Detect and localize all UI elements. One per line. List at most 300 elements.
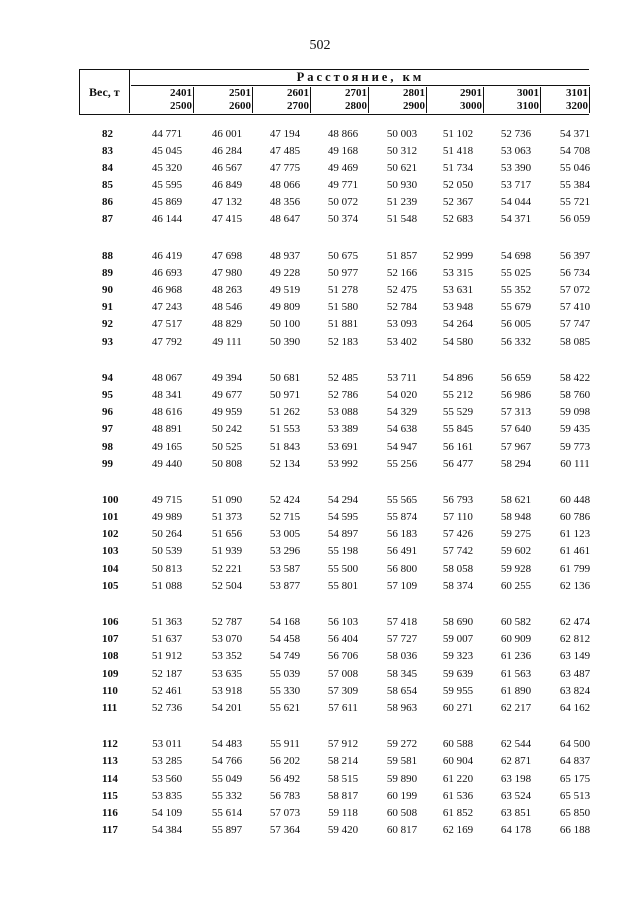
rate-cell: 60 271 [442,701,474,714]
rate-cell: 53 389 [327,423,359,436]
rate-cell: 55 565 [386,494,418,507]
rate-cell: 49 469 [327,162,359,175]
weight-cell: 104 [102,562,119,575]
rate-cell: 63 487 [559,667,591,680]
rate-cell: 54 384 [151,823,183,836]
weight-cell: 115 [102,789,118,802]
range-from: 2401 [170,87,192,99]
rate-cell: 56 183 [386,528,418,541]
rate-cell: 56 706 [327,650,359,663]
rate-cell: 51 734 [442,162,474,175]
rate-cell: 45 869 [151,196,183,209]
rate-cell: 47 243 [151,301,183,314]
rate-cell: 47 980 [211,267,243,280]
rate-cell: 52 504 [211,579,243,592]
rate-cell: 50 539 [151,545,183,558]
rate-cell: 52 050 [442,179,474,192]
rate-cell: 55 330 [269,684,301,697]
rate-cell: 50 100 [269,318,301,331]
rate-cell: 57 912 [327,738,359,751]
range-to: 2900 [403,100,425,112]
table-row [80,162,590,179]
table-row [80,145,590,162]
rate-cell: 57 072 [559,284,591,297]
table-row [80,511,590,528]
rate-cell: 49 959 [211,406,243,419]
rate-cell: 65 850 [559,806,591,819]
rate-cell: 55 721 [559,196,591,209]
rate-cell: 46 849 [211,179,243,192]
rate-cell: 59 118 [328,806,358,819]
table-row [80,702,590,719]
rate-cell: 57 313 [500,406,532,419]
distance-range-cell [427,87,484,113]
table-row [80,494,590,511]
rate-cell: 48 891 [151,423,183,436]
rate-cell: 60 255 [500,579,532,592]
rate-cell: 54 168 [269,616,301,629]
rate-cell: 52 367 [442,196,474,209]
rate-cell: 47 485 [269,145,301,158]
rate-cell: 53 390 [500,162,532,175]
rate-cell: 58 422 [559,372,591,385]
rate-cell: 55 256 [386,457,418,470]
weight-header-cell [79,69,130,113]
rate-cell: 54 897 [327,528,359,541]
weight-cell: 87 [102,213,113,226]
rate-cell: 56 005 [500,318,532,331]
rate-cell: 62 217 [500,701,532,714]
rate-cell: 49 809 [269,301,301,314]
rate-cell: 51 262 [269,406,301,419]
rate-cell: 51 418 [442,145,474,158]
rate-cell: 47 775 [269,162,301,175]
table-row [80,633,590,650]
rate-cell: 50 808 [211,457,243,470]
rate-cell: 61 220 [442,772,474,785]
rate-cell: 53 992 [327,457,359,470]
weight-cell: 84 [102,162,113,175]
rate-cell: 55 614 [211,806,243,819]
rate-cell: 59 272 [386,738,418,751]
rate-cell: 63 198 [500,772,532,785]
weight-cell: 83 [102,145,113,158]
rate-cell: 60 111 [560,457,590,470]
weight-cell: 100 [102,494,119,507]
rate-cell: 60 588 [442,738,474,751]
range-to: 2600 [229,100,251,112]
rate-cell: 55 500 [327,562,359,575]
rate-cell: 54 698 [500,250,532,263]
distance-range-cell [311,87,369,113]
rate-cell: 48 341 [151,389,183,402]
rate-cell: 53 063 [500,145,532,158]
rate-cell: 51 278 [327,284,359,297]
rate-cell: 56 659 [500,372,532,385]
rate-cell: 57 309 [327,684,359,697]
rate-cell: 47 415 [211,213,243,226]
table-row [80,685,590,702]
rate-cell: 65 175 [559,772,591,785]
page-number: 502 [309,38,331,53]
rate-cell: 47 132 [211,196,243,209]
rate-cell: 60 508 [386,806,418,819]
rate-cell: 50 977 [327,267,359,280]
table-row [80,790,590,807]
rate-cell: 57 110 [443,511,473,524]
rate-cell: 46 284 [211,145,243,158]
range-from: 3001 [517,87,539,99]
table-row [80,284,590,301]
rate-cell: 59 581 [386,755,418,768]
rate-cell: 58 515 [327,772,359,785]
distance-range-cell [253,87,311,113]
rate-cell: 59 098 [559,406,591,419]
weight-cell: 96 [102,406,113,419]
table-row [80,616,590,633]
table-row [80,336,590,353]
rate-cell: 60 817 [386,823,418,836]
rate-cell: 58 654 [386,684,418,697]
rate-cell: 54 371 [500,213,532,226]
range-to: 2500 [170,100,192,112]
rate-cell: 56 783 [269,789,301,802]
rate-cell: 58 760 [559,389,591,402]
table-row [80,250,590,267]
rate-cell: 50 242 [211,423,243,436]
weight-cell: 82 [102,128,113,140]
rate-cell: 54 638 [386,423,418,436]
rate-cell: 46 001 [211,128,243,140]
rate-cell: 55 332 [211,789,243,802]
rate-cell: 61 852 [442,806,474,819]
rate-cell: 50 813 [151,562,183,575]
rate-cell: 49 715 [151,494,183,507]
rate-cell: 56 103 [327,616,359,629]
rate-cell: 45 045 [151,145,183,158]
weight-cell: 91 [102,301,113,314]
range-from: 2701 [345,87,367,99]
rate-cell: 55 529 [442,406,474,419]
rate-cell: 61 890 [500,684,532,697]
rate-cell: 51 939 [211,545,243,558]
rate-cell: 52 475 [386,284,418,297]
rate-cell: 46 567 [211,162,243,175]
rate-cell: 62 169 [442,823,474,836]
weight-cell: 103 [102,545,119,558]
rate-cell: 56 202 [269,755,301,768]
rate-cell: 56 491 [386,545,418,558]
rate-cell: 53 835 [151,789,183,802]
table-row [80,441,590,458]
rate-cell: 61 563 [500,667,532,680]
rate-cell: 53 587 [269,562,301,575]
table-header [79,69,590,114]
weight-cell: 112 [102,738,118,751]
rate-cell: 59 773 [559,440,591,453]
weight-cell: 92 [102,318,113,331]
rate-cell: 54 329 [386,406,418,419]
weight-cell: 111 [102,701,118,714]
table-row [80,267,590,284]
rate-cell: 64 500 [559,738,591,751]
range-to: 3200 [566,100,588,112]
weight-cell: 108 [102,650,119,663]
rate-cell: 50 374 [327,213,359,226]
rate-cell: 53 011 [152,738,182,751]
rate-cell: 52 134 [269,457,301,470]
rate-cell: 58 345 [386,667,418,680]
rate-cell: 49 165 [151,440,183,453]
table-row [80,318,590,335]
rate-cell: 62 544 [500,738,532,751]
rate-cell: 54 458 [269,633,301,646]
weight-cell: 117 [102,823,118,836]
rate-cell: 45 320 [151,162,183,175]
rate-cell: 56 059 [559,213,591,226]
rate-cell: 54 595 [327,511,359,524]
rate-cell: 51 102 [442,128,474,140]
rate-cell: 48 866 [327,128,359,140]
rate-cell: 58 058 [442,562,474,575]
rate-cell: 56 477 [442,457,474,470]
weight-cell: 95 [102,389,113,402]
rate-cell: 52 736 [500,128,532,140]
rate-cell: 58 214 [327,755,359,768]
rate-cell: 58 085 [559,335,591,348]
rate-cell: 57 967 [500,440,532,453]
rate-cell: 55 039 [269,667,301,680]
rate-cell: 56 734 [559,267,591,280]
weight-cell: 98 [102,440,113,453]
weight-cell: 86 [102,196,113,209]
rate-cell: 48 937 [269,250,301,263]
rate-cell: 51 580 [327,301,359,314]
table-row [80,196,590,213]
rate-cell: 53 691 [327,440,359,453]
table-row [80,755,590,772]
rate-cell: 55 845 [442,423,474,436]
range-from: 2801 [403,87,425,99]
rate-cell: 55 025 [500,267,532,280]
rate-cell: 48 263 [211,284,243,297]
rate-cell: 54 947 [386,440,418,453]
rate-cell: 54 580 [442,335,474,348]
rate-cell: 59 890 [386,772,418,785]
rate-cell: 51 637 [151,633,183,646]
rate-cell: 47 792 [151,335,183,348]
rate-cell: 47 194 [269,128,301,140]
rate-cell: 48 647 [269,213,301,226]
table-row [80,580,590,597]
rate-cell: 55 897 [211,823,243,836]
rate-cell: 60 909 [500,633,532,646]
rate-cell: 55 621 [269,701,301,714]
rate-cell: 57 008 [327,667,359,680]
rate-cell: 46 968 [151,284,183,297]
rate-cell: 45 595 [151,179,183,192]
rate-cell: 50 003 [386,128,418,140]
rate-cell: 54 371 [559,128,591,140]
rate-cell: 55 384 [559,179,591,192]
rate-cell: 51 239 [386,196,418,209]
rate-cell: 59 007 [442,633,474,646]
rate-cell: 55 801 [327,579,359,592]
rate-cell: 57 727 [386,633,418,646]
rate-cell: 51 843 [269,440,301,453]
rate-cell: 57 611 [328,701,358,714]
weight-cell: 105 [102,579,119,592]
rate-cell: 60 786 [559,511,591,524]
table-row [80,650,590,667]
table-row [80,824,590,841]
rate-cell: 49 989 [151,511,183,524]
freight-rate-table [80,128,590,841]
rate-cell: 59 420 [327,823,359,836]
rate-cell: 57 640 [500,423,532,436]
weight-cell: 90 [102,284,113,297]
table-row [80,545,590,562]
rate-cell: 49 168 [327,145,359,158]
rate-cell: 46 419 [151,250,183,263]
rate-cell: 53 005 [269,528,301,541]
rate-cell: 50 681 [269,372,301,385]
rate-cell: 48 356 [269,196,301,209]
rate-cell: 57 410 [559,301,591,314]
rate-cell: 65 513 [559,789,591,802]
weight-cell: 85 [102,179,113,192]
rate-cell: 47 517 [151,318,183,331]
rate-cell: 57 109 [386,579,418,592]
rate-cell: 57 364 [269,823,301,836]
rate-cell: 54 749 [269,650,301,663]
rate-cell: 48 829 [211,318,243,331]
range-from: 2601 [287,87,309,99]
distance-range-cell [541,87,590,113]
rate-cell: 59 323 [442,650,474,663]
rate-cell: 52 786 [327,389,359,402]
rate-cell: 54 020 [386,389,418,402]
rate-cell: 64 162 [559,701,591,714]
rate-cell: 61 236 [500,650,532,663]
weight-cell: 89 [102,267,113,280]
rate-cell: 52 784 [386,301,418,314]
rate-cell: 52 787 [211,616,243,629]
rate-cell: 53 315 [442,267,474,280]
range-from: 2501 [229,87,251,99]
rate-cell: 61 123 [559,528,591,541]
rate-cell: 57 418 [386,616,418,629]
rate-cell: 53 352 [211,650,243,663]
rate-cell: 63 524 [500,789,532,802]
rate-cell: 49 228 [269,267,301,280]
rate-cell: 54 264 [442,318,474,331]
rate-cell: 53 070 [211,633,243,646]
weight-cell: 99 [102,457,113,470]
rate-cell: 48 546 [211,301,243,314]
rate-cell: 59 928 [500,562,532,575]
rate-cell: 50 390 [269,335,301,348]
rate-cell: 55 198 [327,545,359,558]
rate-cell: 53 635 [211,667,243,680]
rate-cell: 63 824 [559,684,591,697]
rate-cell: 51 553 [269,423,301,436]
weight-cell: 109 [102,667,119,680]
distance-header-label: Расстояние, км [131,70,590,86]
rate-cell: 55 679 [500,301,532,314]
rate-cell: 64 178 [500,823,532,836]
rate-cell: 62 474 [559,616,591,629]
table-row [80,773,590,790]
range-to: 3000 [460,100,482,112]
rate-cell: 54 708 [559,145,591,158]
distance-range-cell [194,87,253,113]
rate-cell: 50 525 [211,440,243,453]
rate-cell: 60 904 [442,755,474,768]
table-row [80,128,590,145]
rate-cell: 57 742 [442,545,474,558]
rate-cell: 52 715 [269,511,301,524]
weight-cell: 101 [102,511,119,524]
rate-cell: 59 602 [500,545,532,558]
rate-cell: 51 373 [211,511,243,524]
table-row [80,213,590,230]
rate-cell: 52 166 [386,267,418,280]
rate-cell: 52 187 [151,667,183,680]
rate-cell: 53 093 [386,318,418,331]
rate-cell: 59 639 [442,667,474,680]
weight-cell: 94 [102,372,113,385]
rate-cell: 64 837 [559,755,591,768]
rate-cell: 50 072 [327,196,359,209]
weight-header-label: Вес, т [89,85,120,99]
rate-cell: 51 088 [151,579,183,592]
rate-cell: 52 999 [442,250,474,263]
weight-cell: 97 [102,423,113,436]
rate-cell: 56 161 [442,440,474,453]
table-row [80,528,590,545]
weight-cell: 110 [102,684,118,697]
rate-cell: 53 285 [151,755,183,768]
rate-cell: 51 090 [211,494,243,507]
rate-cell: 56 332 [500,335,532,348]
rate-cell: 52 221 [211,562,243,575]
rate-cell: 53 877 [269,579,301,592]
rate-cell: 55 911 [270,738,300,751]
rate-cell: 58 963 [386,701,418,714]
range-from: 3101 [566,87,588,99]
rate-cell: 59 275 [500,528,532,541]
rate-cell: 58 948 [500,511,532,524]
table-row [80,389,590,406]
table-row [80,458,590,475]
rate-cell: 54 483 [211,738,243,751]
rate-cell: 53 717 [500,179,532,192]
range-to: 2700 [287,100,309,112]
rate-cell: 46 693 [151,267,183,280]
rate-cell: 60 199 [386,789,418,802]
rate-cell: 46 144 [151,213,183,226]
rate-cell: 66 188 [559,823,591,836]
rate-cell: 51 548 [386,213,418,226]
rate-cell: 49 519 [269,284,301,297]
rate-cell: 61 536 [442,789,474,802]
range-to: 3100 [517,100,539,112]
rate-cell: 56 397 [559,250,591,263]
rate-cell: 51 857 [386,250,418,263]
rate-cell: 50 621 [386,162,418,175]
rate-cell: 51 656 [211,528,243,541]
